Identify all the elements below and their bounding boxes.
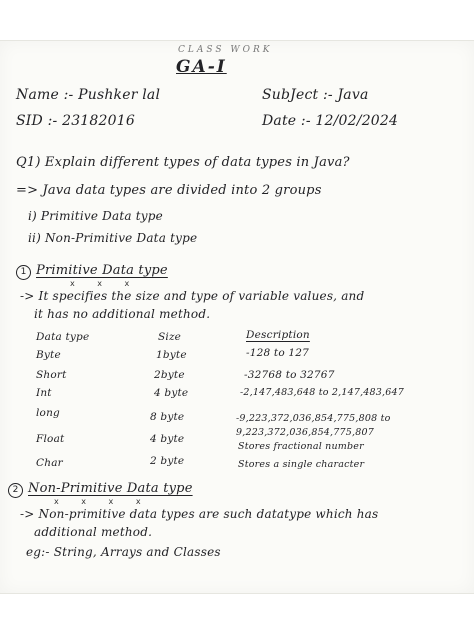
table-row-byte-desc: -128 to 127 [246,347,310,359]
table-row-byte-size: 1byte [156,349,187,361]
table-row-float-type: Float [36,433,65,445]
table-row-byte-type: Byte [36,349,61,361]
student-id: SID :- 23182016 [16,113,135,129]
table-row-int-size: 4 byte [154,387,189,399]
date-field: Date :- 12/02/2024 [262,113,399,129]
scan-bottom-margin [0,600,474,632]
section2-desc-line1: -> Non-primitive data types are such datatype which has [20,507,379,521]
table-row-char-size: 2 byte [150,455,185,467]
section1-desc-line2: it has no additional method. [34,307,211,321]
answer-intro: => Java data types are divided into 2 groups [16,183,322,198]
section1-heading: Primitive Data type [36,263,168,278]
section2-heading: Non-Primitive Data type [28,481,193,496]
section-number-1: 1 [16,265,31,280]
section-number-2: 2 [8,483,23,498]
notebook-sheet [0,40,474,594]
group-primitive: i) Primitive Data type [28,209,163,223]
table-header-type: Data type [36,331,90,343]
table-row-short-desc: -32768 to 32767 [244,369,335,381]
table-row-char-desc: Stores a single character [238,459,365,470]
table-row-int-desc: -2,147,483,648 to 2,147,483,647 [240,387,404,398]
table-row-long-desc: -9,223,372,036,854,775,808 to [236,413,391,424]
underline-cross-marks-2: x x x x [54,497,151,506]
table-row-long-type: long [36,407,60,419]
table-row-short-size: 2byte [154,369,185,381]
group-non-primitive: ii) Non-Primitive Data type [28,231,198,245]
table-row-float-size: 4 byte [150,433,185,445]
table-header-description: Description [246,329,310,341]
underline-cross-marks: x x x [70,279,140,288]
section2-desc-line2: additional method. [34,525,153,539]
subject-field: SubJect :- Java [262,87,369,103]
page-title: GA-I [176,57,227,77]
table-row-char-type: Char [36,457,63,469]
table-header-size: Size [158,331,182,343]
table-row-float-desc: Stores fractional number [238,441,364,452]
faded-header-text: CLASS WORK [178,45,273,55]
table-row-long-size: 8 byte [150,411,185,423]
question-text: Q1) Explain different types of data types in Java? [16,155,350,170]
table-row-short-type: Short [36,369,67,381]
student-name: Name :- Pushker lal [16,87,161,103]
table-row-int-type: Int [36,387,52,399]
table-row-long-desc-2: 9,223,372,036,854,775,807 [236,427,374,438]
section1-desc-line1: -> It specifies the size and type of variable values, and [20,289,365,303]
section2-example: eg:- String, Arrays and Classes [26,545,221,559]
